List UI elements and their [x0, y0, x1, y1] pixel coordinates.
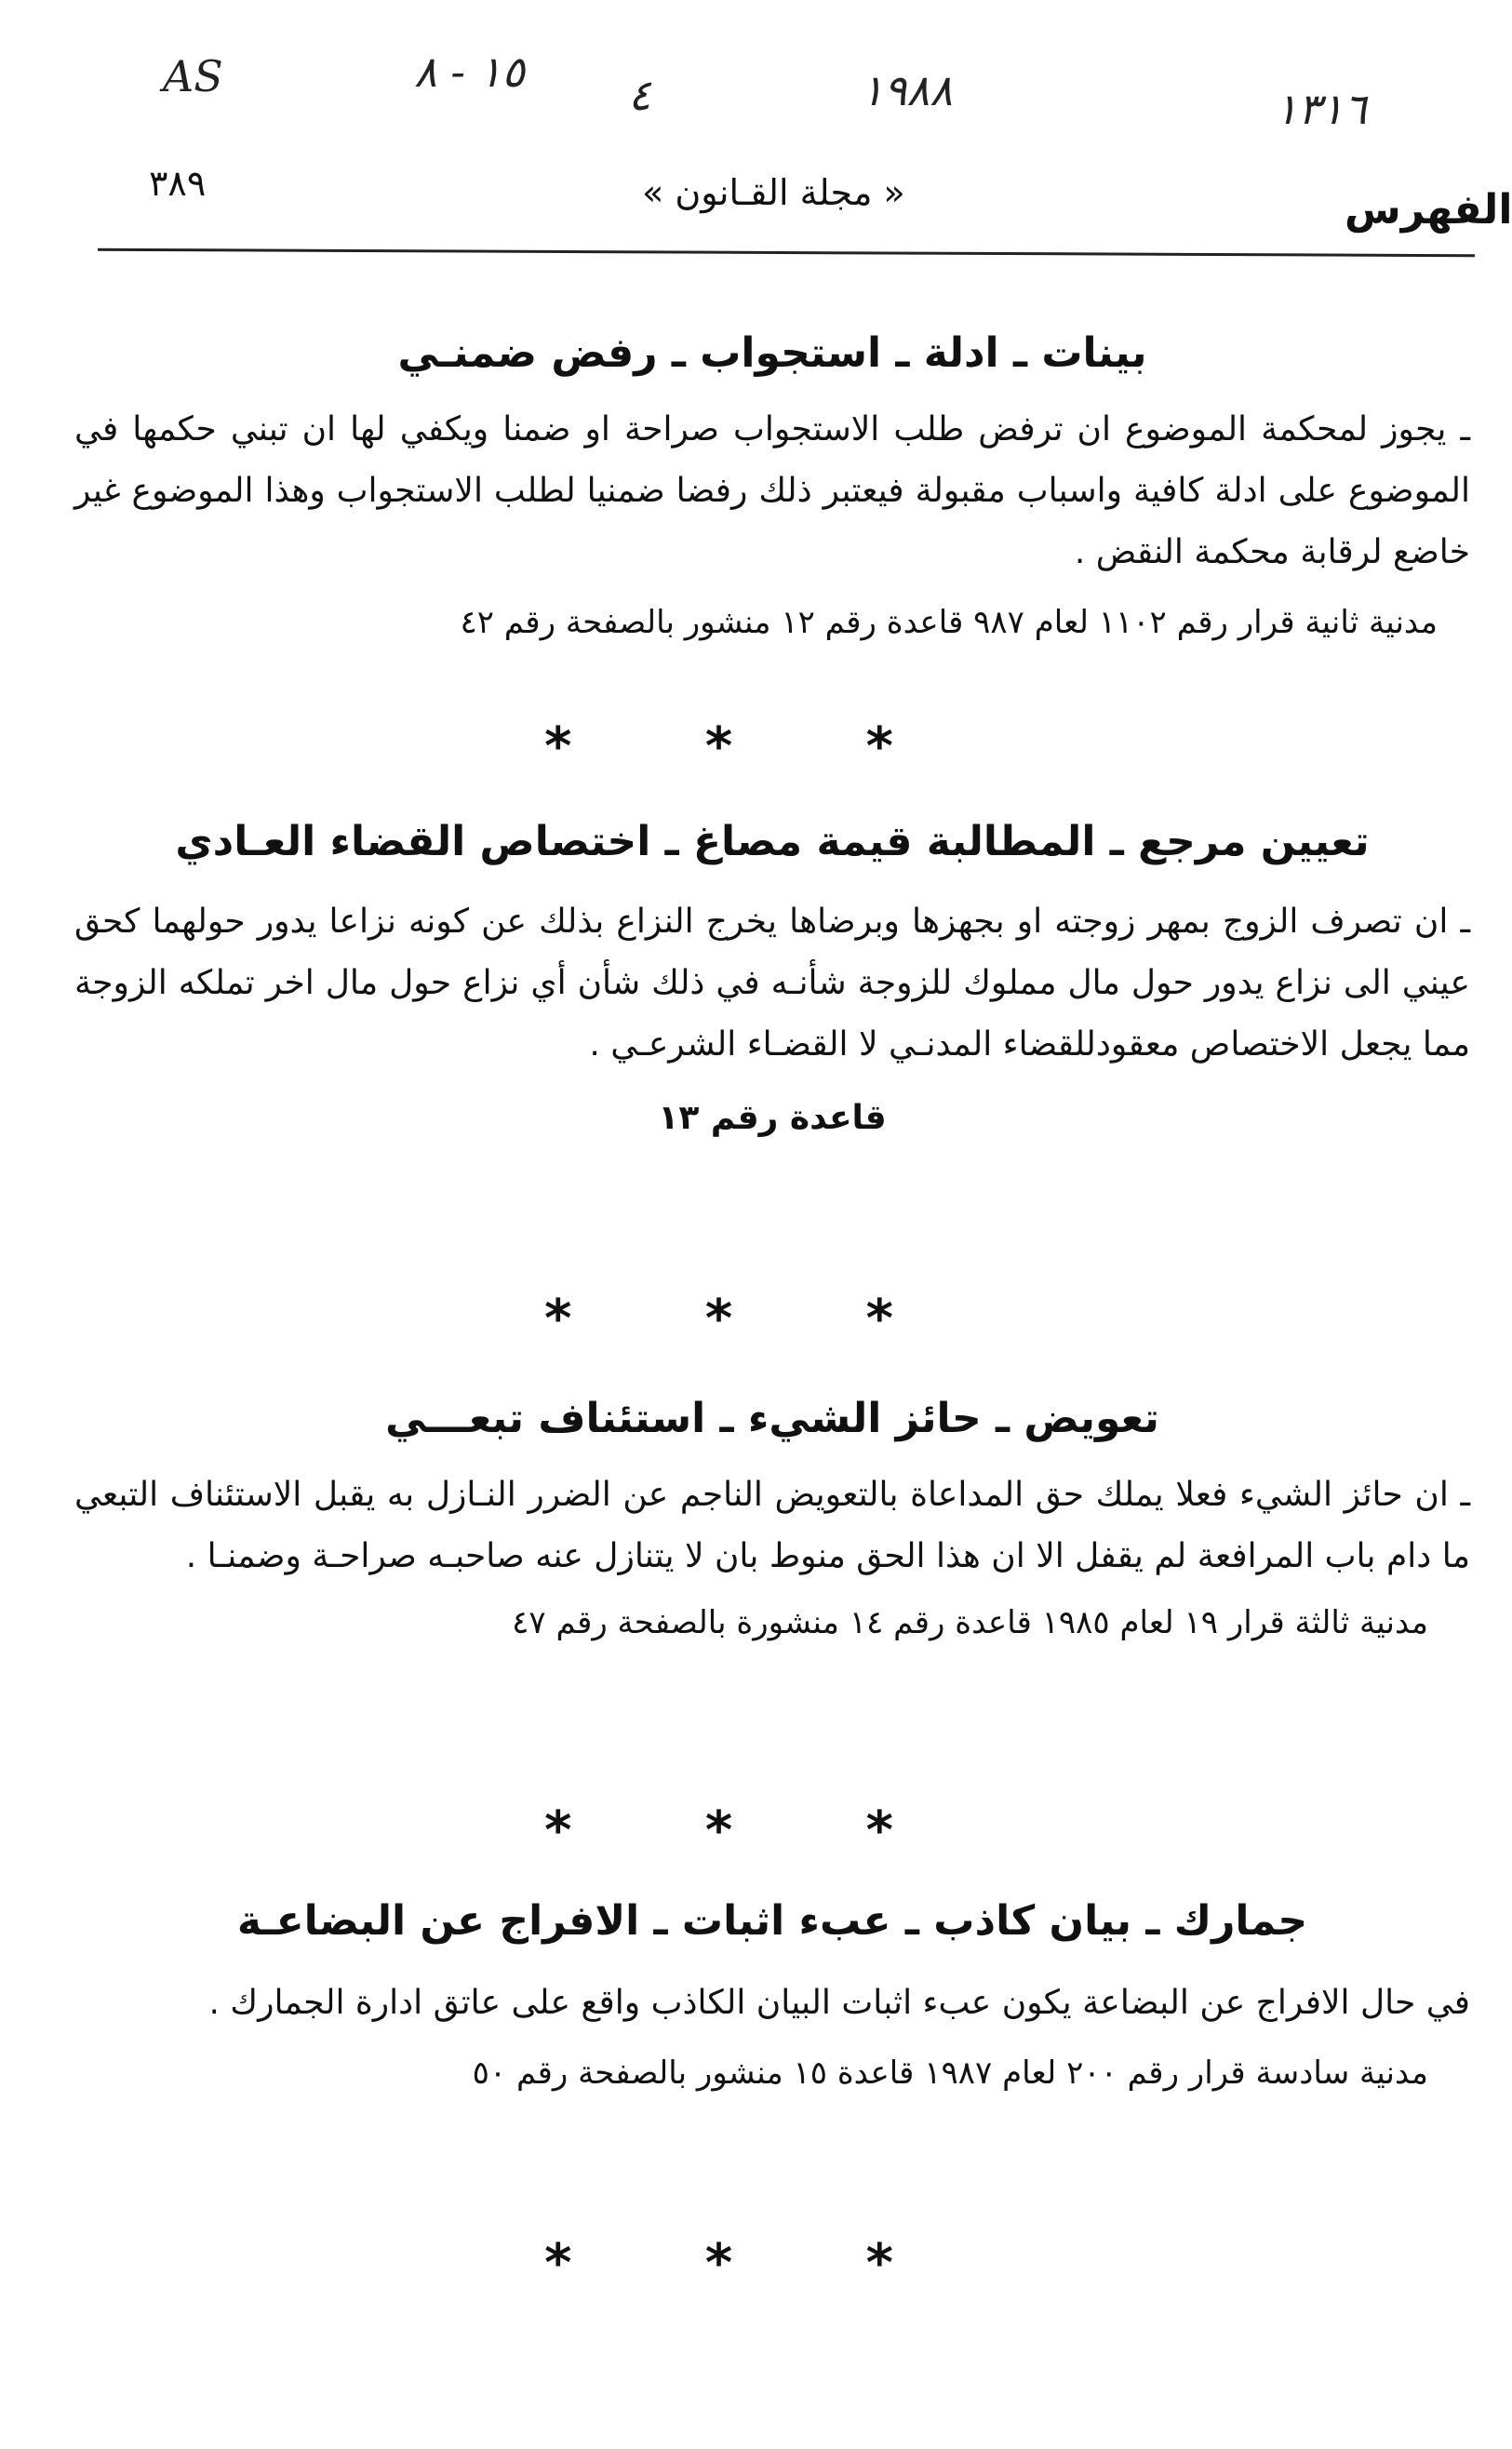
- entry-text: ـ ان حائز الشيء فعلا يملك حق المداعاة بالتعويض الناجم عن الضرر النـازل به يقبل الاستئناف التبعي ما دام باب المرافعة لم يقفل الا ان هذا الحق منوط بان لا يتنازل عنه صاحبـه صراحـة وضمنـا .: [74, 1476, 1470, 1575]
- entry-title: تعويض ـ حائز الشيء ـ استئناف تبعـــي: [385, 1395, 1159, 1442]
- entry-reference: مدنية ثانية قرار رقم ١١٠٢ لعام ٩٨٧ قاعدة رقم ١٢ منشور بالصفحة رقم ٤٢: [460, 604, 1438, 641]
- entry-4: [74, 1889, 1470, 2101]
- separator-stars: * * *: [544, 1289, 951, 1349]
- entry-reference: مدنية سادسة قرار رقم ٢٠٠ لعام ١٩٨٧ قاعدة ١٥ منشور بالصفحة رقم ٥٠: [472, 2054, 1428, 2092]
- separator-stars: * * *: [544, 2233, 951, 2294]
- handwritten-note-1: AS: [163, 51, 223, 101]
- entry-reference: قاعدة رقم ١٣: [658, 1099, 887, 1137]
- entry-title: جمارك ـ بيان كاذب ـ عبء اثبات ـ الافراج عن البضاعـة: [236, 1897, 1308, 1945]
- entry-text: ـ ان تصرف الزوج بمهر زوجته او بجهزها وبرضاها يخرج النزاع بذلك عن كونه نزاعا يدور حولهما كحق عيني الى نزاع يدور حول مال مملوك للزوجة شأنـه في ذلك شأن أي نزاع حول مال اخر تملكه الزوجة مما يجعل الاختصاص معقودللقضاء المدنـي لا القضـاء الشرعـي .: [74, 903, 1470, 1064]
- entry-reference: مدنية ثالثة قرار ١٩ لعام ١٩٨٥ قاعدة رقم ١٤ منشورة بالصفحة رقم ٤٧: [512, 1604, 1428, 1641]
- entry-2: [74, 810, 1470, 1146]
- journal-name: « مجلة القـانون »: [642, 172, 905, 213]
- handwritten-note-4: ١٩٨٨: [861, 65, 953, 115]
- entry-text: ـ يجوز لمحكمة الموضوع ان ترفض طلب الاستجواب صراحة او ضمنا ويكفي لها ان تبني حكمها في الموضوع على ادلة كافية واسباب مقبولة فيعتبر ذلك رفضا ضمنيا لطلب الاستجواب وهذا الموضوع غير خاضع لرقابة محكمة النقض .: [74, 410, 1470, 571]
- entry-text: في حال الافراج عن البضاعة يكون عبء اثبات البيان الكاذب واقع على عاتق ادارة الجمارك .: [208, 1984, 1470, 2022]
- separator-stars: * * *: [544, 1800, 951, 1861]
- entry-1: [74, 321, 1470, 650]
- page-number: ٣٨٩: [149, 163, 207, 204]
- entry-title: بينات ـ ادلة ـ استجواب ـ رفض ضمنـي: [397, 329, 1147, 377]
- handwritten-note-5: ١٣١٦: [1275, 84, 1367, 134]
- separator-stars: * * *: [544, 716, 951, 777]
- header-rule: [98, 248, 1475, 257]
- entry-title: تعيين مرجع ـ المطالبة قيمة مصاغ ـ اختصاص القضاء العـادي: [175, 818, 1370, 865]
- index-heading: الفهرس: [1345, 186, 1512, 234]
- handwritten-note-3: ٤: [628, 70, 651, 120]
- handwritten-note-2: ١٥ - ٨: [414, 47, 525, 97]
- entry-3: [74, 1386, 1470, 1651]
